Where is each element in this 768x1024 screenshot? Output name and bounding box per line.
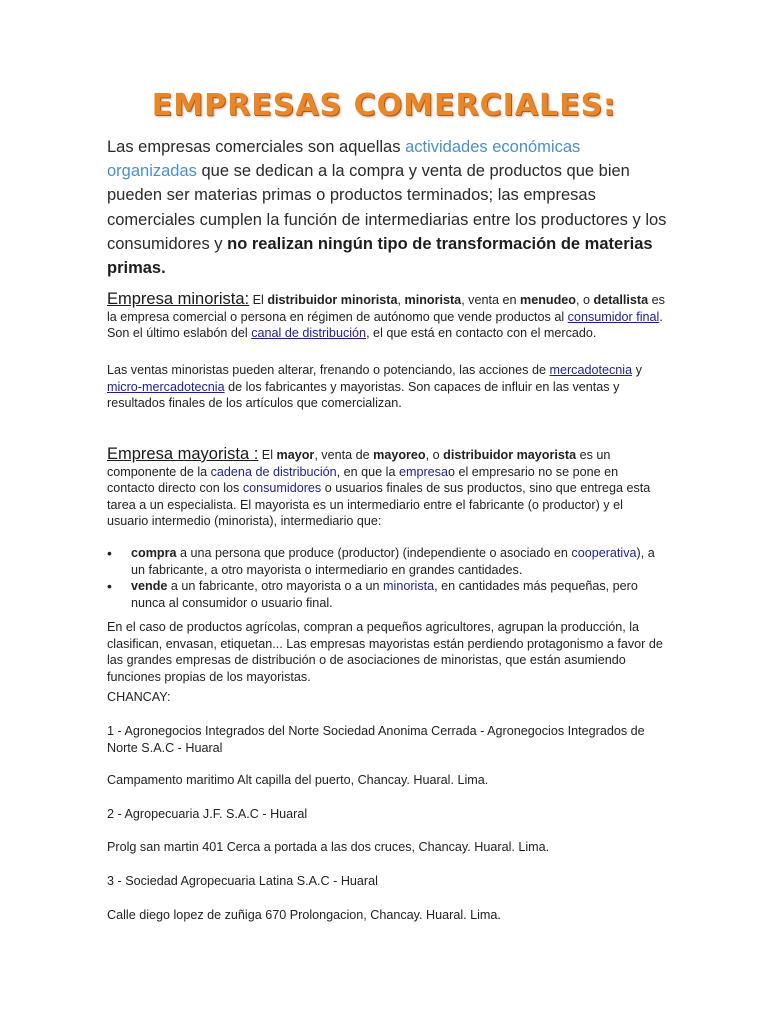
text: , en cantidades más pequeñas, pero nunca al consumidor o usuario final.	[131, 579, 638, 610]
text: a un fabricante, otro mayorista o a un	[167, 579, 384, 593]
bold-term: compra	[131, 546, 177, 560]
chancay-item-1-address: Campamento maritimo Alt capilla del puerto, Chancay. Huaral. Lima.	[107, 773, 489, 787]
text: ), a un fabricante, a otro mayorista o intermediario en grandes cantidades.	[131, 546, 655, 577]
chancay-item-1-name: 1 - Agronegocios Integrados del Norte Sociedad Anonima Cerrada - Agronegocios Integrados de Norte S.A.C - Huaral	[107, 724, 645, 755]
link-micro-mercadotecnia[interactable]: micro-mercadotecnia	[107, 379, 225, 394]
text: El	[258, 448, 277, 462]
text: de los fabricantes y mayoristas. Son capaces de influir en las ventas y resultados finales de los artículos que comercializan.	[107, 379, 620, 410]
list-item	[107, 545, 667, 578]
document-title: EMPRESAS COMERCIALES:	[151, 88, 617, 123]
bold-term: detallista	[593, 293, 649, 307]
link-consumidor-final[interactable]: consumidor final	[567, 309, 660, 324]
minorista-paragraph-2	[107, 362, 667, 412]
text: , el que está en contacto con el mercado.	[366, 326, 597, 340]
text: o el empresario no se pone en contacto directo con los	[107, 464, 619, 495]
bold-term: distribuidor minorista	[267, 293, 398, 307]
chancay-item-2-address: Prolg san martin 401 Cerca a portada a las dos cruces, Chancay. Huaral. Lima.	[107, 840, 550, 854]
text: ,	[397, 293, 405, 307]
text: , o	[575, 293, 594, 307]
minorista-paragraph	[107, 291, 667, 342]
link-consumidores[interactable]: consumidores	[242, 481, 322, 495]
bold-term: menudeo	[520, 293, 576, 307]
bold-term: mayoreo	[373, 448, 426, 462]
text: Las ventas minoristas pueden alterar, frenando o potenciando, las acciones de	[107, 363, 550, 377]
text: . Son el último eslabón del	[107, 309, 663, 340]
mayorista-paragraph	[107, 446, 667, 530]
bold-term: distribuidor mayorista	[443, 448, 577, 462]
chancay-item-3-address: Calle diego lopez de zuñiga 670 Prolongacion, Chancay. Huaral. Lima.	[107, 908, 501, 922]
agricola-paragraph: En el caso de productos agrícolas, compran a pequeños agricultores, agrupan la producción, la clasifican, envasan, etiquetan... Las empresas mayoristas están perdiendo protagonismo a favor de las grandes empresas de distribución o de asociaciones de minoristas, que están asumiendo funciones propias de los mayoristas.	[107, 620, 663, 684]
bold-term: mayor	[276, 448, 315, 462]
link-cooperativa[interactable]: cooperativa	[571, 546, 637, 560]
text: o usuarios finales de sus productos, sino que entrega esta tarea a un especialista. El mayorista es un intermediario entre el fabricante (o productor) y el usuario intermedio (minorista), intermediario que:	[107, 481, 651, 528]
intro-paragraph	[107, 135, 667, 280]
bold-term: vende	[131, 579, 168, 593]
intro-text-1: Las empresas comerciales son aquellas	[107, 138, 406, 156]
chancay-heading: CHANCAY:	[107, 690, 171, 704]
link-canal-distribucion[interactable]: canal de distribución	[251, 326, 367, 340]
intro-link[interactable]: actividades económicas organizadas	[107, 138, 581, 181]
list-item	[107, 578, 667, 611]
text: , o	[425, 448, 444, 462]
text: es la empresa comercial o persona en régimen de autónomo que vende productos al	[107, 293, 665, 324]
bold-term: minorista	[404, 293, 462, 307]
text: El	[249, 293, 268, 307]
mayorista-bullet-list	[107, 545, 667, 611]
link-cadena-distribucion[interactable]: cadena de distribución	[210, 464, 337, 479]
text: , en que la	[336, 464, 399, 479]
text: , venta de	[314, 448, 374, 462]
text: es un componente de la	[107, 448, 611, 479]
link-empresa[interactable]: empresa	[398, 464, 448, 479]
chancay-item-3-name: 3 - Sociedad Agropecuaria Latina S.A.C - Huaral	[107, 874, 378, 888]
link-mercadotecnia[interactable]: mercadotecnia	[549, 363, 633, 377]
link-minorista[interactable]: minorista	[383, 579, 435, 593]
intro-text-2: que se dedican a la compra y venta de productos que bien pueden ser materias primas o productos terminados; las empresas comerciales cumplen la función de intermediarias entre los productores y los consumidores y	[107, 162, 667, 253]
minorista-heading: Empresa minorista:	[107, 290, 250, 308]
intro-bold: no realizan ningún tipo de transformación de materias primas.	[107, 234, 653, 278]
chancay-item-2-name: 2 - Agropecuaria J.F. S.A.C - Huaral	[107, 807, 308, 821]
text: y	[632, 363, 642, 377]
mayorista-heading: Empresa mayorista :	[107, 445, 259, 463]
text: a una persona que produce (productor) (independiente o asociado en	[176, 546, 572, 560]
text: , venta en	[461, 293, 520, 307]
